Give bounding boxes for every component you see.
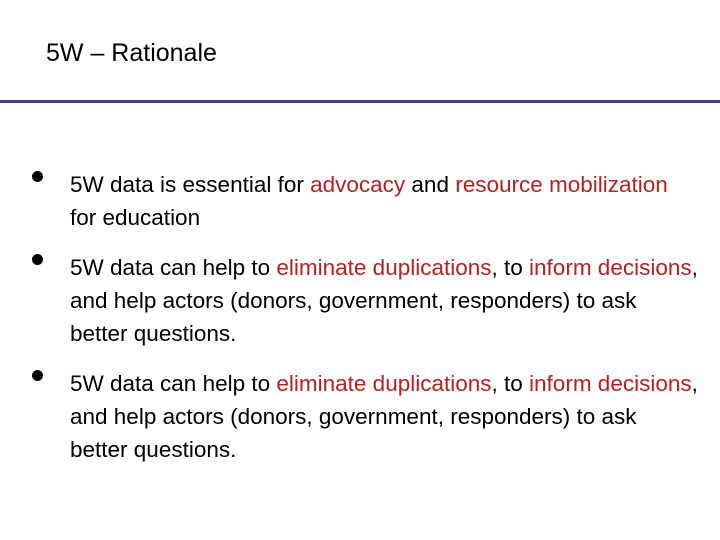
bullet-item bbox=[30, 251, 700, 350]
bullet-item bbox=[30, 367, 700, 466]
highlight-text: inform decisions bbox=[529, 255, 692, 280]
highlight-text: resource mobilization bbox=[455, 172, 668, 197]
title-divider bbox=[0, 100, 720, 103]
highlight-text: advocacy bbox=[310, 172, 406, 197]
bullet-dot-icon bbox=[32, 254, 43, 265]
bullet-text: , to bbox=[491, 371, 530, 396]
bullet-text: 5W data can help to bbox=[70, 371, 277, 396]
highlight-text: inform decisions bbox=[529, 371, 692, 396]
bullet-text: for education bbox=[70, 205, 201, 230]
bullet-text: 5W data can help to bbox=[70, 255, 277, 280]
bullet-list bbox=[30, 168, 700, 483]
bullet-dot-icon bbox=[32, 171, 43, 182]
bullet-text: 5W data is essential for bbox=[70, 172, 311, 197]
highlight-text: eliminate duplications bbox=[276, 371, 492, 396]
highlight-text: eliminate duplications bbox=[276, 255, 492, 280]
bullet-text: and bbox=[405, 172, 456, 197]
bullet-text: , to bbox=[491, 255, 530, 280]
slide-title: 5W – Rationale bbox=[46, 39, 217, 67]
bullet-text: , and help actors (donors, government, responders) to ask better questions. bbox=[70, 371, 698, 462]
bullet-dot-icon bbox=[32, 370, 43, 381]
bullet-text: , and help actors (donors, government, responders) to ask better questions. bbox=[70, 255, 698, 346]
bullet-item bbox=[30, 168, 700, 234]
